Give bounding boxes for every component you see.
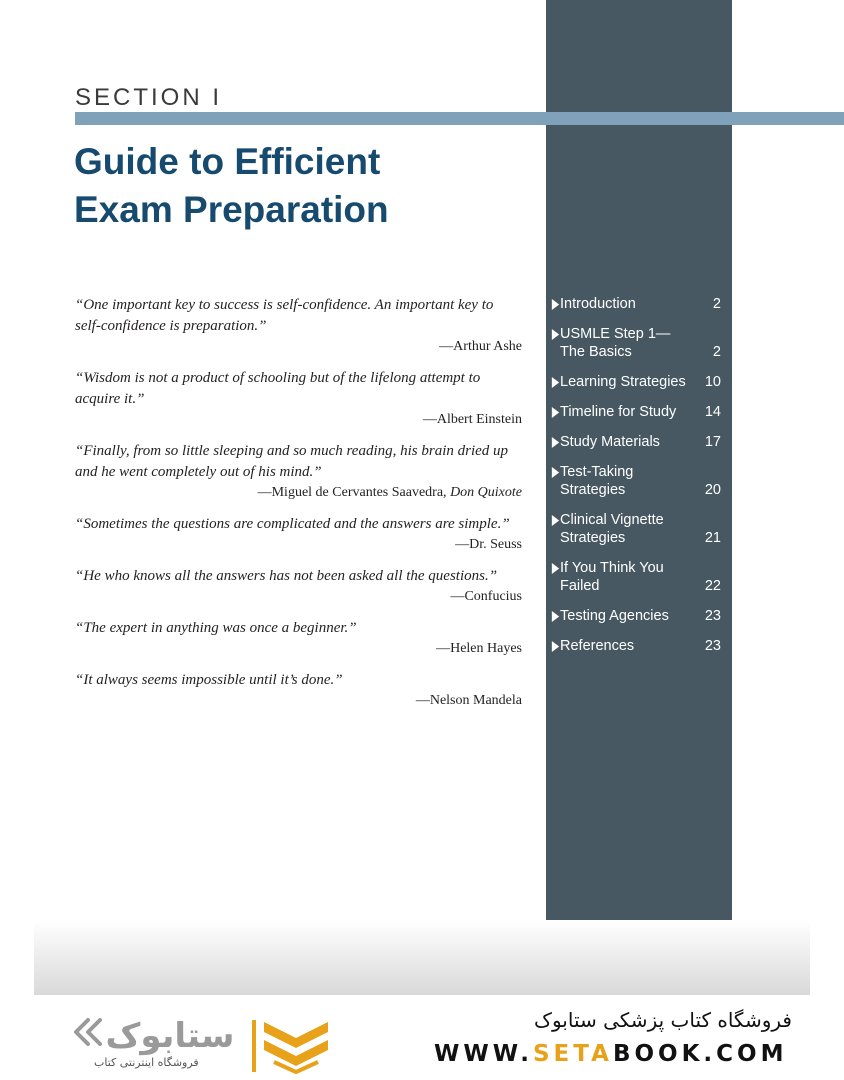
quote-author: —Dr. Seuss (455, 537, 522, 552)
logo-text: ستابوک (105, 1016, 235, 1056)
toc-item-timeline[interactable] (551, 403, 721, 421)
setabook-chevron-icon (252, 1016, 332, 1076)
table-of-contents (551, 295, 721, 667)
toc-item-usmle-basics[interactable] (551, 325, 721, 361)
triangle-right-icon (551, 299, 560, 310)
quote-text: “It always seems impossible until it’s done.” (75, 672, 343, 688)
triangle-right-icon (551, 437, 560, 448)
triangle-right-icon (551, 377, 560, 388)
quote (75, 514, 522, 554)
toc-page: 10 (704, 374, 721, 390)
toc-page: 22 (704, 578, 721, 594)
toc-label: Study Materials (560, 434, 660, 450)
toc-page: 17 (704, 434, 721, 450)
shop-name: فروشگاه کتاب پزشکی ستابوک (534, 1008, 792, 1032)
toc-label: References (560, 638, 635, 654)
page-title (74, 138, 389, 234)
section-rule (75, 112, 844, 125)
toc-item-study-materials[interactable] (551, 433, 721, 451)
shop-url[interactable] (434, 1041, 787, 1067)
toc-page: 23 (704, 638, 721, 654)
toc-label: Testing Agencies (560, 608, 669, 624)
toc-item-testing-agencies[interactable] (551, 607, 721, 625)
toc-page: 2 (712, 296, 721, 312)
quote-text: “He who knows all the answers has not been asked all the questions.” (75, 568, 498, 584)
quotes-list (75, 295, 522, 722)
quote-author-name: —Miguel de Cervantes Saavedra, (257, 485, 451, 500)
logo-tagline: فروشگاه اینترنتی کتاب (94, 1056, 199, 1069)
quote-text: “Finally, from so little sleeping and so much reading, his brain dried up and he went completely out of his mind.” (75, 443, 509, 480)
triangle-right-icon (551, 641, 560, 652)
toc-label: USMLE Step 1—The Basics (560, 326, 671, 360)
quote-author: —Helen Hayes (436, 641, 522, 656)
section-label: SECTION I (75, 84, 223, 111)
toc-page: 23 (704, 608, 721, 624)
toc-label: Test-Taking Strategies (560, 464, 634, 498)
quote (75, 441, 522, 502)
url-accent: SETA (532, 1041, 613, 1067)
quote (75, 670, 522, 710)
triangle-right-icon (551, 515, 560, 526)
page-bottom-shadow (34, 920, 810, 995)
toc-page: 20 (704, 482, 721, 498)
toc-label: If You Think You Failed (560, 560, 664, 594)
triangle-right-icon (551, 467, 560, 478)
quote-text: “Wisdom is not a product of schooling but of the lifelong attempt to acquire it.” (75, 370, 481, 407)
url-prefix: WWW. (434, 1041, 533, 1067)
toc-item-references[interactable] (551, 637, 721, 655)
triangle-right-icon (551, 329, 560, 340)
toc-label: Clinical Vignette Strategies (560, 512, 664, 546)
toc-item-clinical-vignette[interactable] (551, 511, 721, 547)
quote-author (75, 483, 522, 502)
title-line-2: Exam Preparation (74, 189, 389, 230)
quote-author: —Albert Einstein (422, 412, 522, 427)
toc-page: 14 (704, 404, 721, 420)
quote-work-title: Don Quixote (450, 485, 522, 500)
quote (75, 618, 522, 658)
toc-item-learning-strategies[interactable] (551, 373, 721, 391)
title-line-1: Guide to Efficient (74, 141, 381, 182)
quote-author: —Arthur Ashe (439, 339, 522, 354)
quote (75, 368, 522, 429)
toc-item-if-you-failed[interactable] (551, 559, 721, 595)
toc-item-test-taking[interactable] (551, 463, 721, 499)
quote (75, 295, 522, 356)
quote-author: —Confucius (450, 589, 522, 604)
quote-text: “The expert in anything was once a beginner.” (75, 620, 357, 636)
triangle-right-icon (551, 407, 560, 418)
url-suffix: BOOK.COM (612, 1041, 788, 1067)
toc-item-introduction[interactable] (551, 295, 721, 313)
triangle-right-icon (551, 563, 560, 574)
triangle-right-icon (551, 611, 560, 622)
quote-text: “One important key to success is self-confidence. An important key to self-confidence is preparation.” (75, 297, 494, 334)
quote-author: —Nelson Mandela (415, 693, 522, 708)
toc-label: Learning Strategies (560, 374, 686, 390)
toc-page: 2 (712, 344, 721, 360)
quote-text: “Sometimes the questions are complicated and the answers are simple.” (75, 516, 510, 532)
toc-page: 21 (704, 530, 721, 546)
toc-label: Introduction (560, 296, 636, 312)
quote (75, 566, 522, 606)
toc-label: Timeline for Study (560, 404, 677, 420)
